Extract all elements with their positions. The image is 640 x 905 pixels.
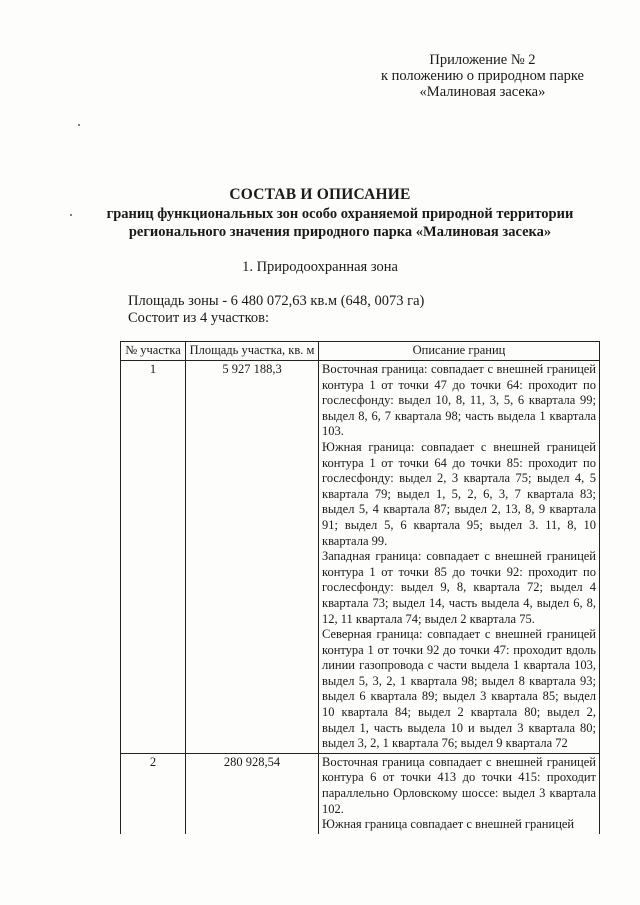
plot-area: 280 928,54 bbox=[186, 753, 319, 833]
appendix-line-2: к положению о природном парке bbox=[380, 68, 584, 84]
west-boundary: Западная граница: совпадает с внешней границей контура 1 от точки 85 до точки 92: проходит по гослесфонду: выдел 9, 8, квартала 72; выдел 4 квартала 73; выдел 14, часть выдела 4, выдел 6, 8, 12, 11 квартала 74; выдел 2 квартала 75. bbox=[322, 549, 596, 626]
header-plot-number: № участка bbox=[121, 342, 186, 361]
boundary-description bbox=[319, 361, 600, 754]
zone-plot-count: Состоит из 4 участков: bbox=[128, 310, 270, 326]
plot-number: 2 bbox=[121, 753, 186, 833]
zone-area: Площадь зоны - 6 480 072,63 кв.м (648, 0073 га) bbox=[128, 293, 425, 309]
table-row bbox=[121, 361, 600, 754]
subtitle-line-1: границ функциональных зон особо охраняемой природной территории bbox=[106, 206, 574, 222]
east-boundary: Восточная граница совпадает с внешней границей контура 6 от точки 413 до точки 415: проходит параллельно Орловскому шоссе: выдел 3 квартала 102. bbox=[322, 754, 596, 816]
appendix-note bbox=[381, 52, 584, 100]
subtitle-line-2: регионального значения природного парка «Малиновая засека» bbox=[128, 224, 552, 240]
document-title: СОСТАВ И ОПИСАНИЕ bbox=[229, 186, 411, 203]
table-header-row bbox=[121, 342, 600, 361]
zone-summary bbox=[128, 293, 424, 327]
section-heading: 1. Природоохранная зона bbox=[242, 259, 398, 275]
document-subtitle bbox=[40, 205, 640, 241]
header-boundary-description: Описание границ bbox=[319, 342, 600, 361]
plots-table bbox=[120, 341, 600, 834]
appendix-line-3: «Малиновая засека» bbox=[419, 84, 546, 100]
north-boundary: Северная граница: совпадает с внешней границей контура 1 от точки 92 до точки 47: проходит вдоль линии газопровода с части выдела 1 квартала 103, выдел 5, 3, 2, 1 квартала 98; выдел 8 квартала 93; выдел 6 квартала 89; выдел 3 квартала 85; выдел 10 квартала 84; выдел 2 квартала 80; выдел 2, выдел 1, часть выдела 10 и выдел 3 квартала 80; выдел 3, 2, 1 квартала 76; выдел 9 квартала 72 bbox=[322, 627, 596, 751]
scan-speck bbox=[78, 124, 80, 126]
table-row bbox=[121, 753, 600, 833]
south-boundary: Южная граница: совпадает с внешней границей контура 1 от точки 64 до точки 85: проходит по гослесфонду: выдел 2, 3 квартала 75; выдел 4, 5 квартала 79; выдел 1, 5, 2, 6, 3, 7 квартала 83; выдел 5, 4 квартала 87; выдел 2, 13, 8, 9 квартала 91; выдел 5, 6 квартала 95; выдел 3. 11, 8, 10 квартала 99. bbox=[322, 439, 596, 548]
appendix-line-1: Приложение № 2 bbox=[429, 52, 536, 68]
plot-number: 1 bbox=[121, 361, 186, 754]
south-boundary: Южная граница совпадает с внешней границей bbox=[322, 817, 575, 832]
east-boundary: Восточная граница: совпадает с внешней границей контура 1 от точки 47 до точки 64: проходит по гослесфонду: выдел 10, 8, 11, 3, 5, 6 квартала 99; выдел 8, 6, 7 квартала 98; часть выдела 1 квартала 103. bbox=[322, 362, 596, 439]
header-plot-area: Площадь участка, кв. м bbox=[186, 342, 319, 361]
plot-area: 5 927 188,3 bbox=[186, 361, 319, 754]
boundary-description bbox=[319, 753, 600, 833]
